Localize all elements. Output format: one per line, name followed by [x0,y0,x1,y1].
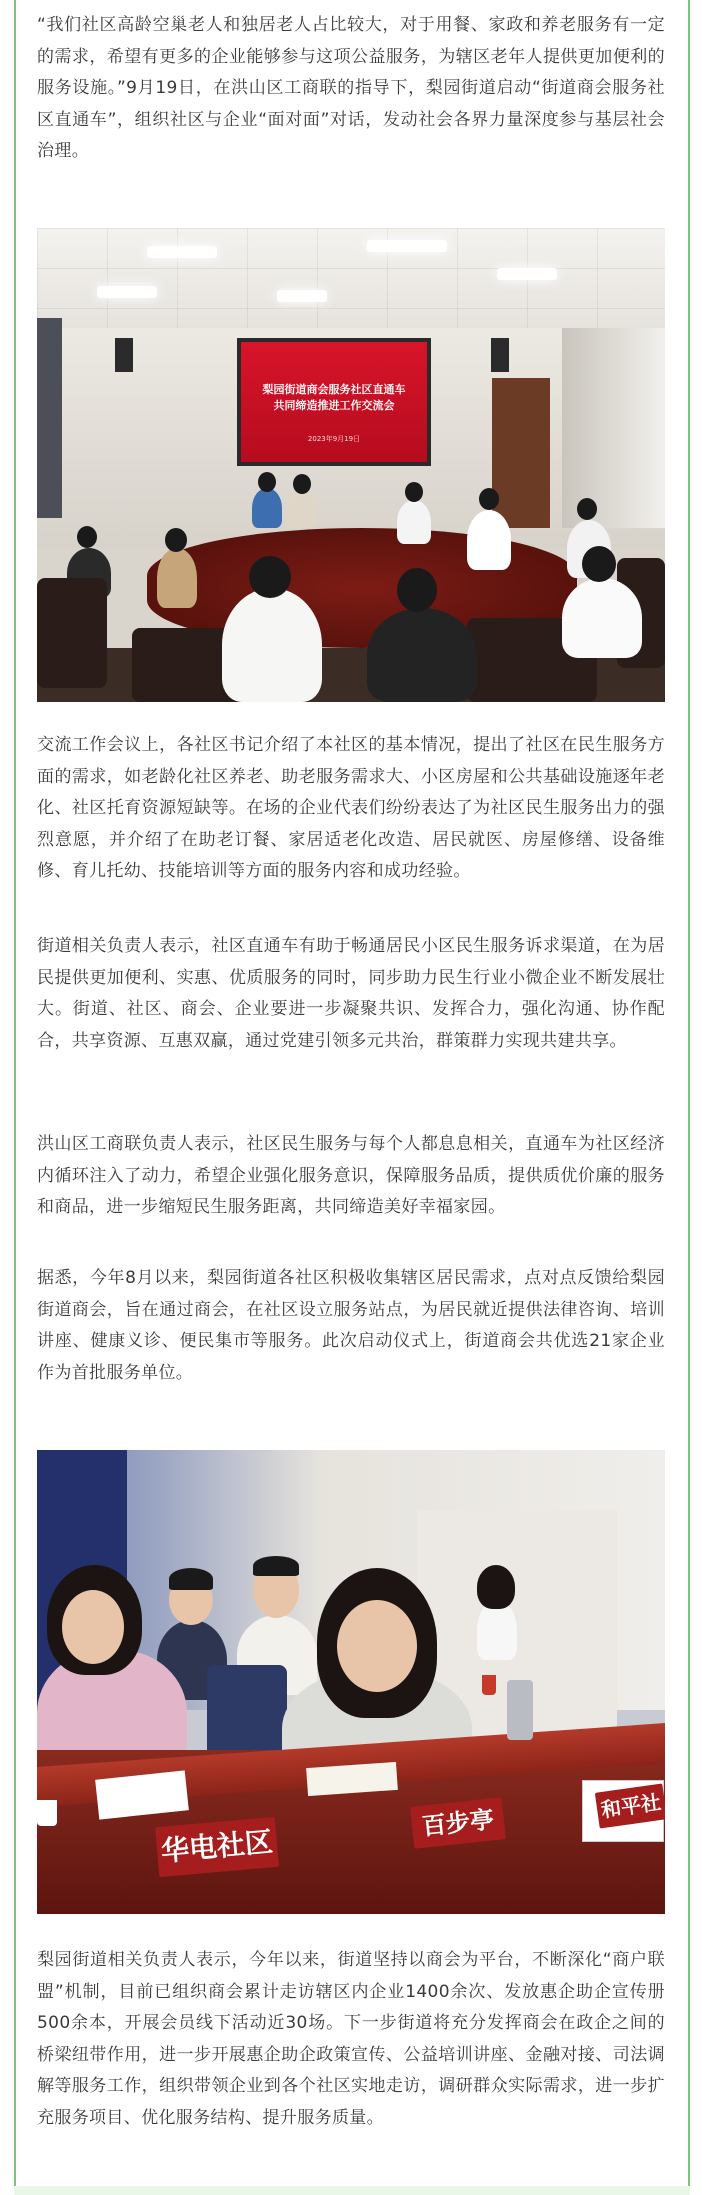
screen-date: 2023年9月19日 [307,435,361,443]
screen-title-line1: 梨园街道商会服务社区直通车 [262,383,406,396]
paragraph-street-official: 街道相关负责人表示，社区直通车有助于畅通居民小区民生服务诉求渠道，在为居民提供更加便利、实惠、优质服务的同时，同步助力民生行业小微企业不断发展壮大。街道、社区、商会、企业要进一步凝聚共识、发挥合力，强化沟通、协作配合，共享资源、互惠双赢，通过党建引领多元共治，群策群力实现共建共享。 [37,936,665,1051]
article-section-1 [37,10,665,168]
nameplate-huadian: 华电社区 [155,1817,279,1877]
meeting-room-photo [37,228,665,702]
nameplate-baibuting: 百步亭 [410,1797,506,1848]
article-section-2 [37,730,665,888]
article-section-6 [37,1945,665,2134]
participants-closeup-photo [37,1450,665,1914]
paragraph-intro: “我们社区高龄空巢老人和独居老人占比较大，对于用餐、家政和养老服务有一定的需求，希望有更多的企业能够参与这项公益服务，为辖区老年人提供更加便利的服务设施。”9月19日，在洪山区工商联的指导下，梨园街道启动“街道商会服务社区直通车”，组织社区与企业“面对面”对话，发动社会各界力量深度参与基层社会治理。 [37,15,665,161]
nameplate-heping: 和平社 [595,1783,665,1828]
paragraph-outlook: 梨园街道相关负责人表示，今年以来，街道坚持以商会为平台，不断深化“商户联盟”机制，目前已组织商会累计走访辖区内企业1400余次、发放惠企助企宣传册500余本，开展会员线下活动近30场。下一步街道将充分发挥商会在政企之间的桥梁纽带作用，进一步开展惠企助企政策宣传、公益培训讲座、金融对接、司法调解等服务工作，组织带领企业到各个社区实地走访，调研群众实际需求，进一步扩充服务项目、优化服务结构、提升服务质量。 [37,1950,665,2128]
projection-screen [237,338,431,466]
article-section-3 [37,931,665,1057]
article-section-5 [37,1263,665,1389]
article-section-4 [37,1129,665,1224]
screen-title-line2: 共同缔造推进工作交流会 [273,399,395,412]
paragraph-background: 据悉，今年8月以来，梨园街道各社区积极收集辖区居民需求，点对点反馈给梨园街道商会，旨在通过商会，在社区设立服务站点，为居民就近提供法律咨询、培训讲座、健康义诊、便民集市等服务。此次启动仪式上，街道商会共优选21家企业作为首批服务单位。 [37,1268,665,1383]
paragraph-meeting: 交流工作会议上，各社区书记介绍了本社区的基本情况，提出了社区在民生服务方面的需求，如老龄化社区养老、助老服务需求大、小区房屋和公共基础设施逐年老化、社区托育资源短缺等。在场的企业代表们纷纷表达了为社区民生服务出力的强烈意愿，并介绍了在助老订餐、家居适老化改造、居民就医、房屋修缮、设备维修、育儿托幼、技能培训等方面的服务内容和成功经验。 [37,735,665,881]
frame-bottom-bar [14,2186,690,2195]
paragraph-federation: 洪山区工商联负责人表示，社区民生服务与每个人都息息相关，直通车为社区经济内循环注入了动力，希望企业强化服务意识，保障服务品质，提供质优价廉的服务和商品，进一步缩短民生服务距离，共同缔造美好幸福家园。 [37,1134,665,1217]
